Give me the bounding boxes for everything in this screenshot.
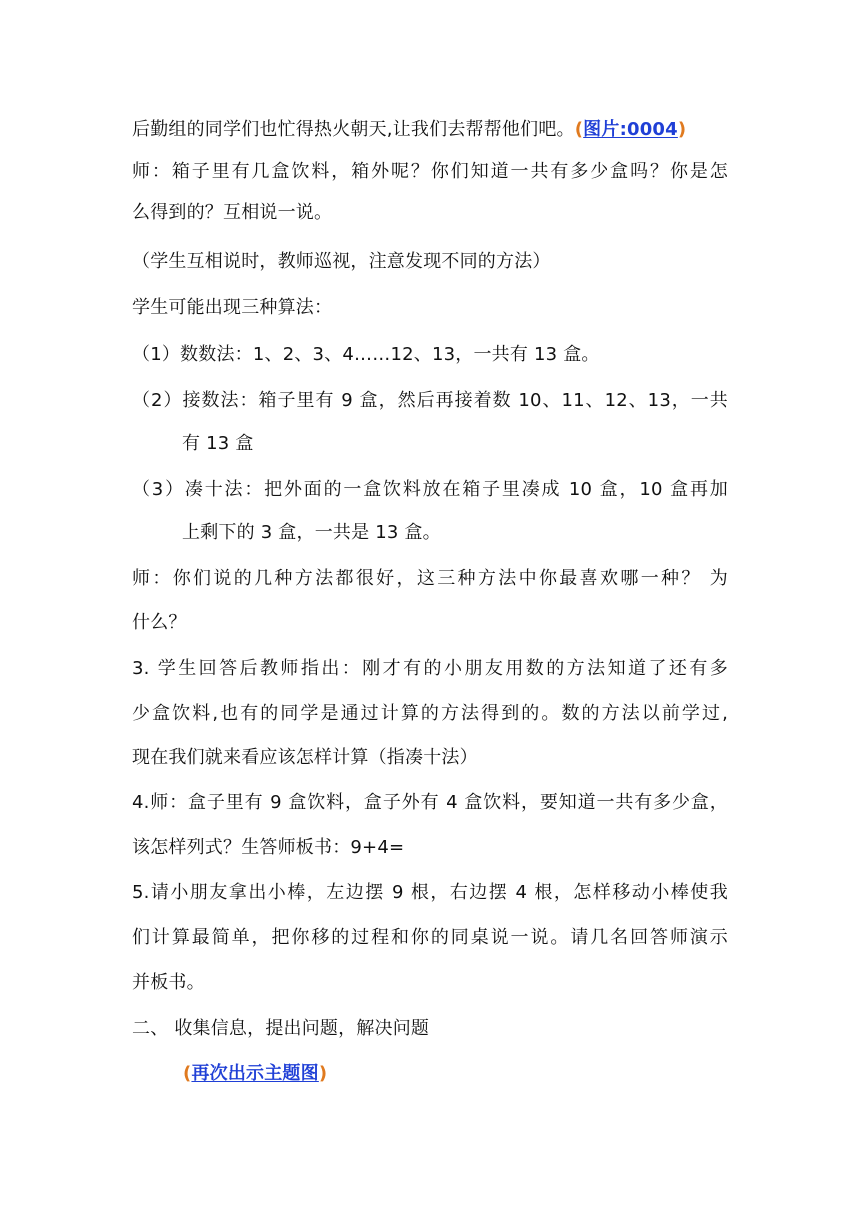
step-4-line-1: 4.师：盒子里有 9 盒饮料，盒子外有 4 盒饮料，要知道一共有多少盒， xyxy=(132,792,728,813)
ref-close: ) xyxy=(318,1063,328,1084)
method-2-line-1: （2）接数法：箱子里有 9 盒，然后再接着数 10、11、12、13，一共 xyxy=(132,390,728,411)
method-3-line-2: 上剩下的 3 盒，一共是 13 盒。 xyxy=(182,522,441,543)
method-2-line-2: 有 13 盒 xyxy=(182,433,254,454)
text-line-1 xyxy=(132,117,686,143)
ref-open: ( xyxy=(574,119,584,140)
ref-close: ) xyxy=(677,119,687,140)
step-3-line-3: 现在我们就来看应该怎样计算（指凑十法） xyxy=(132,747,478,768)
step-4-line-2: 该怎样列式？生答师板书：9+4= xyxy=(132,837,405,858)
step-3-line-1: 3. 学生回答后教师指出：刚才有的小朋友用数的方法知道了还有多 xyxy=(132,658,728,679)
teacher-question-line-2: 什么？ xyxy=(132,612,187,633)
show-theme-picture-link[interactable]: 再次出示主题图 xyxy=(191,1063,319,1084)
ref-open: ( xyxy=(183,1063,192,1084)
text-line-5: 学生可能出现三种算法： xyxy=(132,297,333,318)
step-3-line-2: 少盒饮料,也有的同学是通过计算的方法得到的。数的方法以前学过, xyxy=(132,703,728,724)
text-line-2: 师：箱子里有几盒饮料，箱外呢？你们知道一共有多少盒吗？你是怎 xyxy=(132,161,728,182)
step-5-line-2: 们计算最简单，把你移的过程和你的同桌说一说。请几名回答师演示 xyxy=(132,927,728,948)
section-heading: 二、 收集信息，提出问题，解决问题 xyxy=(132,1018,430,1039)
picture-link-0004[interactable]: 图片:0004 xyxy=(583,119,678,140)
text-line-3: 么得到的？互相说一说。 xyxy=(132,202,333,223)
text-line-4: （学生互相说时，教师巡视，注意发现不同的方法） xyxy=(132,251,551,272)
line-text: 后勤组的同学们也忙得热火朝天,让我们去帮帮他们吧。 xyxy=(132,119,575,140)
method-1-line: （1）数数法：1、2、3、4……12、13，一共有 13 盒。 xyxy=(132,344,600,365)
step-5-line-3: 并板书。 xyxy=(132,972,205,993)
method-3-line-1: （3）凑十法：把外面的一盒饮料放在箱子里凑成 10 盒，10 盒再加 xyxy=(132,479,728,500)
theme-picture-line xyxy=(183,1061,327,1087)
teacher-question-line-1: 师：你们说的几种方法都很好，这三种方法中你最喜欢哪一种？ 为 xyxy=(132,568,728,589)
step-5-line-1: 5.请小朋友拿出小棒，左边摆 9 根，右边摆 4 根，怎样移动小棒使我 xyxy=(132,882,728,903)
